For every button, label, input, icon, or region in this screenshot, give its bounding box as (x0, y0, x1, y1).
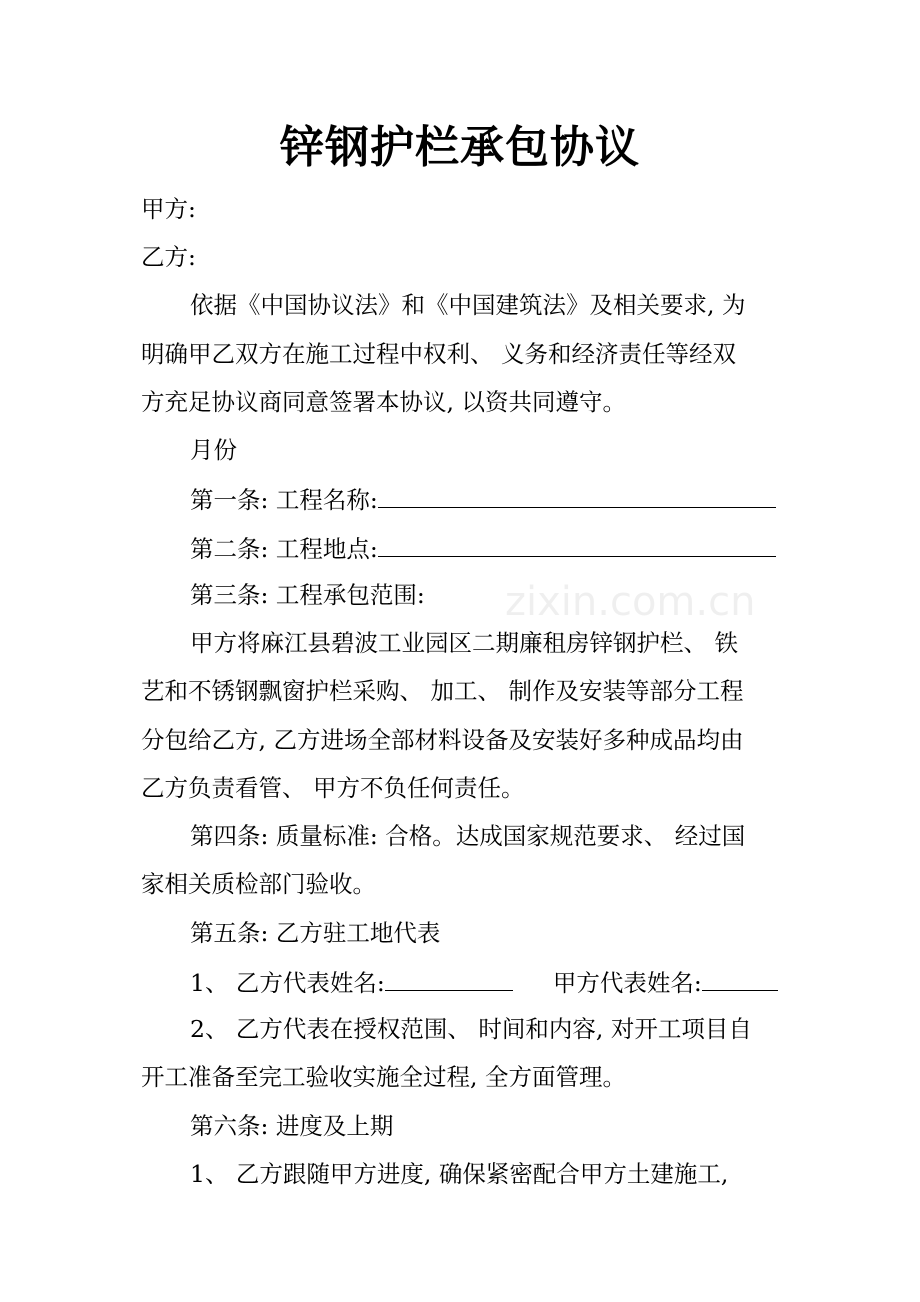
month-label: 月份 (190, 436, 237, 464)
rep-a-blank (702, 964, 778, 991)
scope-line-4: 乙方负责看管、 甲方不负任何责任。 (141, 774, 525, 802)
party-a-label: 甲方: (141, 195, 196, 223)
rep-a-label: 甲方代表姓名: (552, 969, 702, 997)
project-name-blank (378, 481, 776, 508)
scope-line-3: 分包给乙方, 乙方进场全部材料设备及安装好多种成品均由 (141, 726, 744, 754)
rep-scope-line-2: 开工准备至完工验收实施全过程, 全方面管理。 (141, 1063, 626, 1091)
article-2 (190, 530, 776, 566)
article-3: 第三条: 工程承包范围: (190, 581, 425, 609)
article-4-line-2: 家相关质检部门验收。 (141, 870, 376, 898)
representatives-line (190, 964, 778, 1000)
rep-scope-line-1: 2、 乙方代表在授权范围、 时间和内容, 对开工项目自 (190, 1015, 752, 1043)
article-4-line-1: 第四条: 质量标准: 合格。达成国家规范要求、 经过国 (190, 822, 746, 850)
intro-line-1: 依据《中国协议法》和《中国建筑法》及相关要求, 为 (190, 291, 746, 319)
article-1 (190, 481, 776, 517)
rep-b-label: 1、 乙方代表姓名: (190, 969, 385, 997)
scope-line-1: 甲方将麻江县碧波工业园区二期廉租房锌钢护栏、 铁 (190, 629, 738, 657)
rep-b-blank (385, 964, 513, 991)
progress-line-1: 1、 乙方跟随甲方进度, 确保紧密配合甲方土建施工, (190, 1160, 729, 1188)
article-1-label: 第一条: 工程名称: (190, 486, 378, 514)
article-2-label: 第二条: 工程地点: (190, 535, 378, 563)
watermark: zixin.com.cn (505, 579, 756, 625)
scope-line-2: 艺和不锈钢飘窗护栏采购、 加工、 制作及安装等部分工程 (141, 677, 744, 705)
document-title: 锌钢护栏承包协议 (280, 122, 640, 173)
article-6: 第六条: 进度及上期 (190, 1112, 394, 1140)
intro-line-2: 明确甲乙双方在施工过程中权利、 义务和经济责任等经双 (141, 340, 736, 368)
article-5: 第五条: 乙方驻工地代表 (190, 919, 441, 947)
intro-line-3: 方充足协议商同意签署本协议, 以资共同遵守。 (141, 388, 626, 416)
party-b-label: 乙方: (141, 243, 196, 271)
project-location-blank (378, 530, 776, 557)
